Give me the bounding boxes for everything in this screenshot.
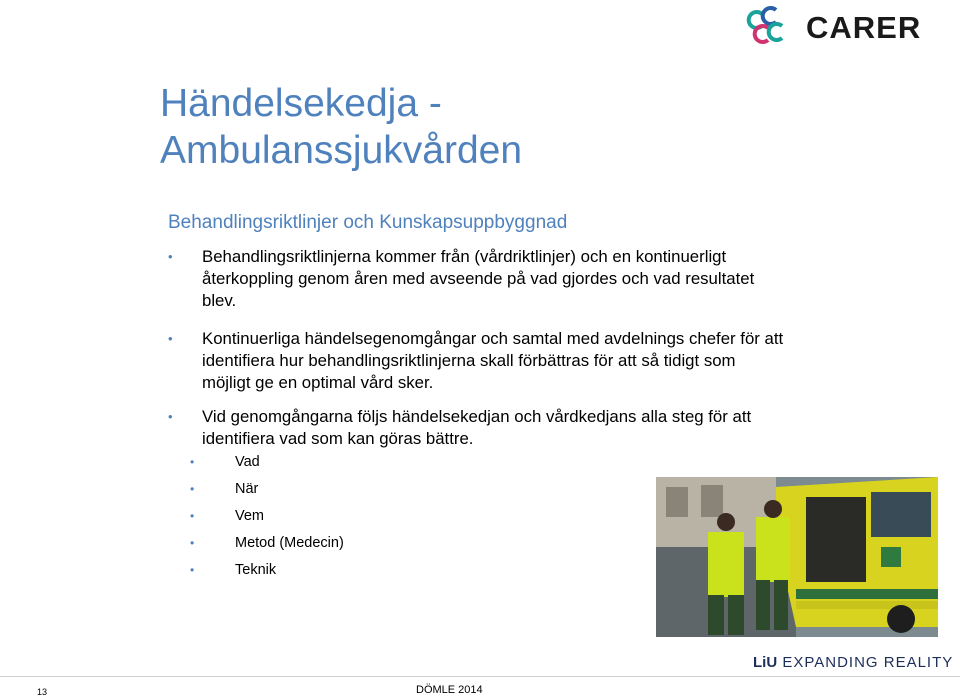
bullet-item bbox=[168, 406, 788, 450]
sub-bullet-text: Metod (Medecin) bbox=[235, 535, 344, 551]
sub-bullet-text: Vad bbox=[235, 454, 260, 470]
sub-bullet-item bbox=[190, 480, 390, 498]
bullet-item bbox=[168, 328, 788, 394]
bullet-item bbox=[168, 246, 788, 312]
footer-divider bbox=[0, 676, 960, 677]
slide-title bbox=[160, 80, 522, 174]
sub-bullet-icon: • bbox=[190, 563, 195, 577]
sub-bullet-text: Vem bbox=[235, 508, 265, 524]
title-line-2: Ambulanssjukvården bbox=[160, 129, 523, 172]
sub-bullet-text: När bbox=[235, 481, 259, 497]
bullet-icon: • bbox=[168, 331, 173, 346]
sub-bullet-item bbox=[190, 507, 390, 525]
bullet-icon: • bbox=[168, 409, 173, 424]
sub-bullet-text: Teknik bbox=[235, 562, 277, 578]
subheading: Behandlingsriktlinjer och Kunskapsuppbyggnad bbox=[168, 212, 568, 233]
sub-bullet-icon: • bbox=[190, 536, 195, 550]
bullet-icon: • bbox=[168, 249, 173, 264]
page-number: 13 bbox=[37, 687, 48, 697]
liu-logo bbox=[753, 654, 953, 671]
bullet-text: Behandlingsriktlinjerna kommer från (vårdriktlinjer) och en kontinuerligt återkoppling genom åren med avseende på vad gjordes och vad resultatet blev. bbox=[202, 247, 755, 310]
bullet-text: Vid genomgångarna följs händelsekedjan och vårdkedjans alla steg för att identifiera vad som kan göras bättre. bbox=[202, 407, 752, 448]
carer-logo-text: CARER bbox=[806, 10, 922, 45]
liu-tagline: EXPANDING REALITY bbox=[782, 654, 954, 671]
sub-bullet-item bbox=[190, 534, 390, 552]
title-line-1: Händelsekedja - bbox=[160, 82, 442, 125]
ambulance-photo bbox=[656, 477, 938, 637]
sub-bullet-icon: • bbox=[190, 455, 195, 469]
bullet-text: Kontinuerliga händelsegenomgångar och samtal med avdelnings chefer för att identifiera hur behandlingsriktlinjerna skall förbättras för att så tidigt som möjligt ge en optimal vård sker. bbox=[202, 329, 784, 392]
sub-bullet-item bbox=[190, 453, 390, 471]
footer-center-text: DÖMLE 2014 bbox=[416, 684, 483, 696]
sub-bullet-item bbox=[190, 561, 390, 579]
sub-bullet-icon: • bbox=[190, 482, 195, 496]
liu-brand: LiU bbox=[753, 654, 778, 671]
bullet-list bbox=[168, 246, 788, 462]
sub-bullet-icon: • bbox=[190, 509, 195, 523]
